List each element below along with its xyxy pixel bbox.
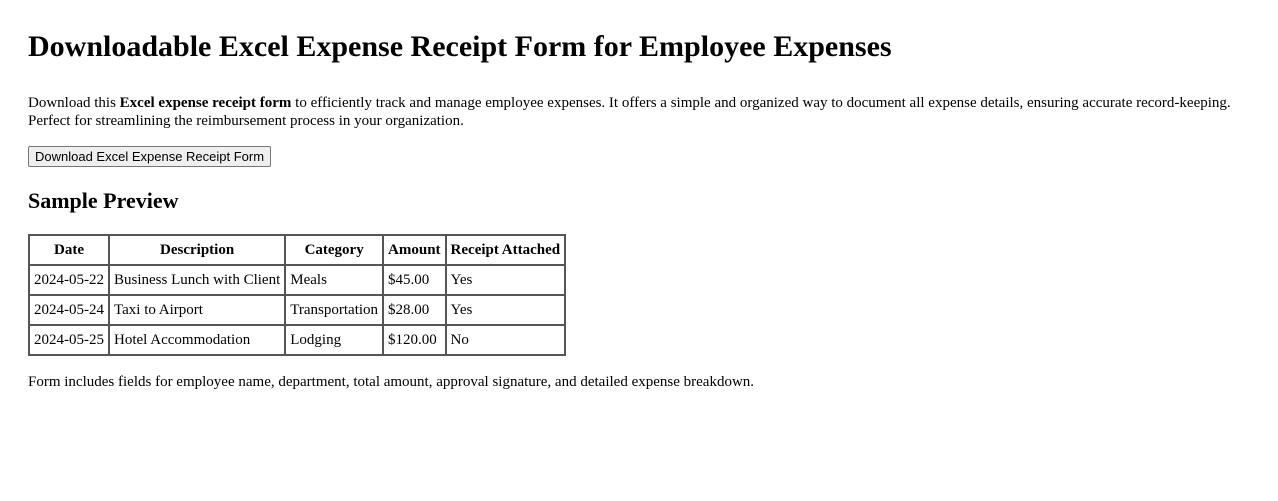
intro-text-end: to efficiently track and manage employee expenses. It offers a simple and organized way to document all expense details, ensuring accurate record-keeping. Perfect for streamlining the reimbursement process in your organization. [28, 95, 1231, 129]
page-title: Downloadable Excel Expense Receipt Form for Employee Expenses [28, 30, 892, 63]
sample-preview-heading: Sample Preview [28, 188, 179, 213]
column-header-category: Category [285, 235, 383, 265]
cell-date: 2024-05-25 [29, 325, 109, 355]
table-row [29, 295, 565, 325]
cell-amount: $45.00 [383, 265, 446, 295]
cell-description: Hotel Accommodation [109, 325, 285, 355]
cell-description: Business Lunch with Client [109, 265, 285, 295]
intro-paragraph [28, 94, 1250, 130]
form-fields-note: Form includes fields for employee name, department, total amount, approval signature, and detailed expense breakdown. [28, 374, 755, 390]
column-header-date: Date [29, 235, 109, 265]
cell-receipt-attached: Yes [446, 265, 566, 295]
intro-bold-text: Excel expense receipt form [119, 95, 292, 111]
table-header-row [29, 235, 565, 265]
cell-amount: $28.00 [383, 295, 446, 325]
intro-text-start: Download this [28, 95, 120, 111]
download-form-button[interactable]: Download Excel Expense Receipt Form [28, 146, 271, 167]
cell-receipt-attached: No [446, 325, 566, 355]
expense-preview-table [28, 234, 566, 356]
column-header-amount: Amount [383, 235, 446, 265]
cell-category: Transportation [285, 295, 383, 325]
column-header-receipt-attached: Receipt Attached [446, 235, 566, 265]
table-row [29, 265, 565, 295]
column-header-description: Description [109, 235, 285, 265]
cell-receipt-attached: Yes [446, 295, 566, 325]
cell-date: 2024-05-24 [29, 295, 109, 325]
cell-category: Meals [285, 265, 383, 295]
cell-amount: $120.00 [383, 325, 446, 355]
cell-date: 2024-05-22 [29, 265, 109, 295]
cell-category: Lodging [285, 325, 383, 355]
cell-description: Taxi to Airport [109, 295, 285, 325]
table-row [29, 325, 565, 355]
